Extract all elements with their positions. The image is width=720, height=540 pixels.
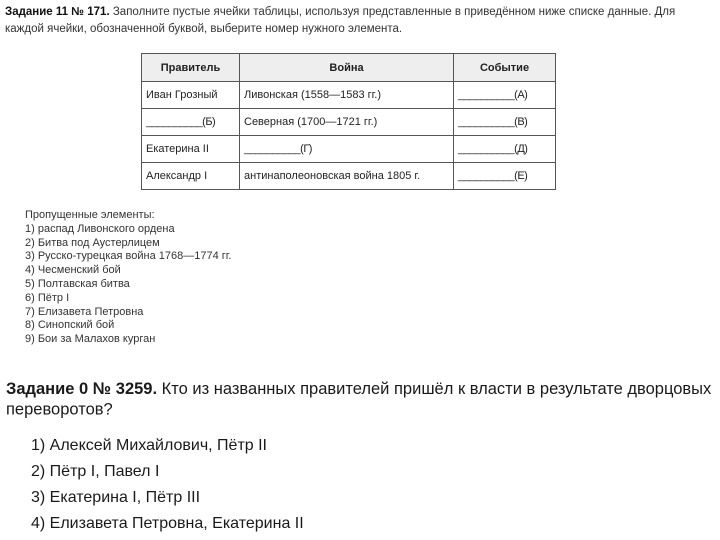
answer-option: 1) Алексей Михайлович, Пётр II xyxy=(31,437,267,454)
list-item: 7) Елизавета Петровна xyxy=(25,305,144,318)
column-header-event: Событие xyxy=(454,54,556,82)
list-item: 6) Пётр I xyxy=(25,291,70,304)
table-cell-blank-e: __________(Е) xyxy=(454,163,556,190)
table-cell: Екатерина II xyxy=(142,136,240,163)
table-cell-blank-d: __________(Д) xyxy=(454,136,556,163)
table-cell-blank-g: __________(Г) xyxy=(240,136,454,163)
task-11-statement xyxy=(5,4,713,38)
answer-option: 4) Елизавета Петровна, Екатерина II xyxy=(31,515,304,532)
task-11-number: Задание 11 № 171. xyxy=(5,6,110,18)
column-header-war: Война xyxy=(240,54,454,82)
missing-elements-title: Пропущенные элементы: xyxy=(25,209,155,221)
table-cell: Ливонская (1558—1583 гг.) xyxy=(240,82,454,109)
list-item: 9) Бои за Малахов курган xyxy=(25,333,156,346)
table-cell: Иван Грозный xyxy=(142,82,240,109)
answer-options xyxy=(31,433,304,537)
table-cell-blank-v: __________(В) xyxy=(454,109,556,136)
answer-option: 3) Екатерина I, Пётр III xyxy=(31,489,201,506)
table-cell-blank-a: __________(А) xyxy=(454,82,556,109)
table-row xyxy=(142,163,556,190)
task-0-statement xyxy=(6,379,718,420)
answer-option: 2) Пётр I, Павел I xyxy=(31,463,160,480)
table-cell: антинаполеоновская война 1805 г. xyxy=(240,163,454,190)
task-0-text: Кто из названных правителей пришёл к власти в результате дворцовых переворотов? xyxy=(6,379,712,419)
table-cell-blank-b: __________(Б) xyxy=(142,109,240,136)
table-row xyxy=(142,82,556,109)
list-item: 3) Русско-турецкая война 1768—1774 гг. xyxy=(25,250,232,263)
list-item: 5) Полтавская битва xyxy=(25,277,130,290)
task-11-text: Заполните пустые ячейки таблицы, используя представленные в приведённом ниже списке данные. Для каждой ячейки, обозначенной буквой, выберите номер нужного элемента. xyxy=(5,6,676,35)
table-cell: Александр I xyxy=(142,163,240,190)
list-item: 4) Чесменский бой xyxy=(25,264,121,277)
task-0-number: Задание 0 № 3259. xyxy=(6,379,158,398)
list-item: 1) распад Ливонского ордена xyxy=(25,222,175,235)
table-row xyxy=(142,136,556,163)
list-item: 2) Битва под Аустерлицем xyxy=(25,236,160,249)
table-header-row xyxy=(142,54,556,82)
fill-in-table xyxy=(141,53,556,190)
list-item: 8) Синопский бой xyxy=(25,319,115,332)
table-cell: Северная (1700—1721 гг.) xyxy=(240,109,454,136)
column-header-ruler: Правитель xyxy=(142,54,240,82)
table-row xyxy=(142,109,556,136)
missing-elements-list xyxy=(25,209,232,347)
